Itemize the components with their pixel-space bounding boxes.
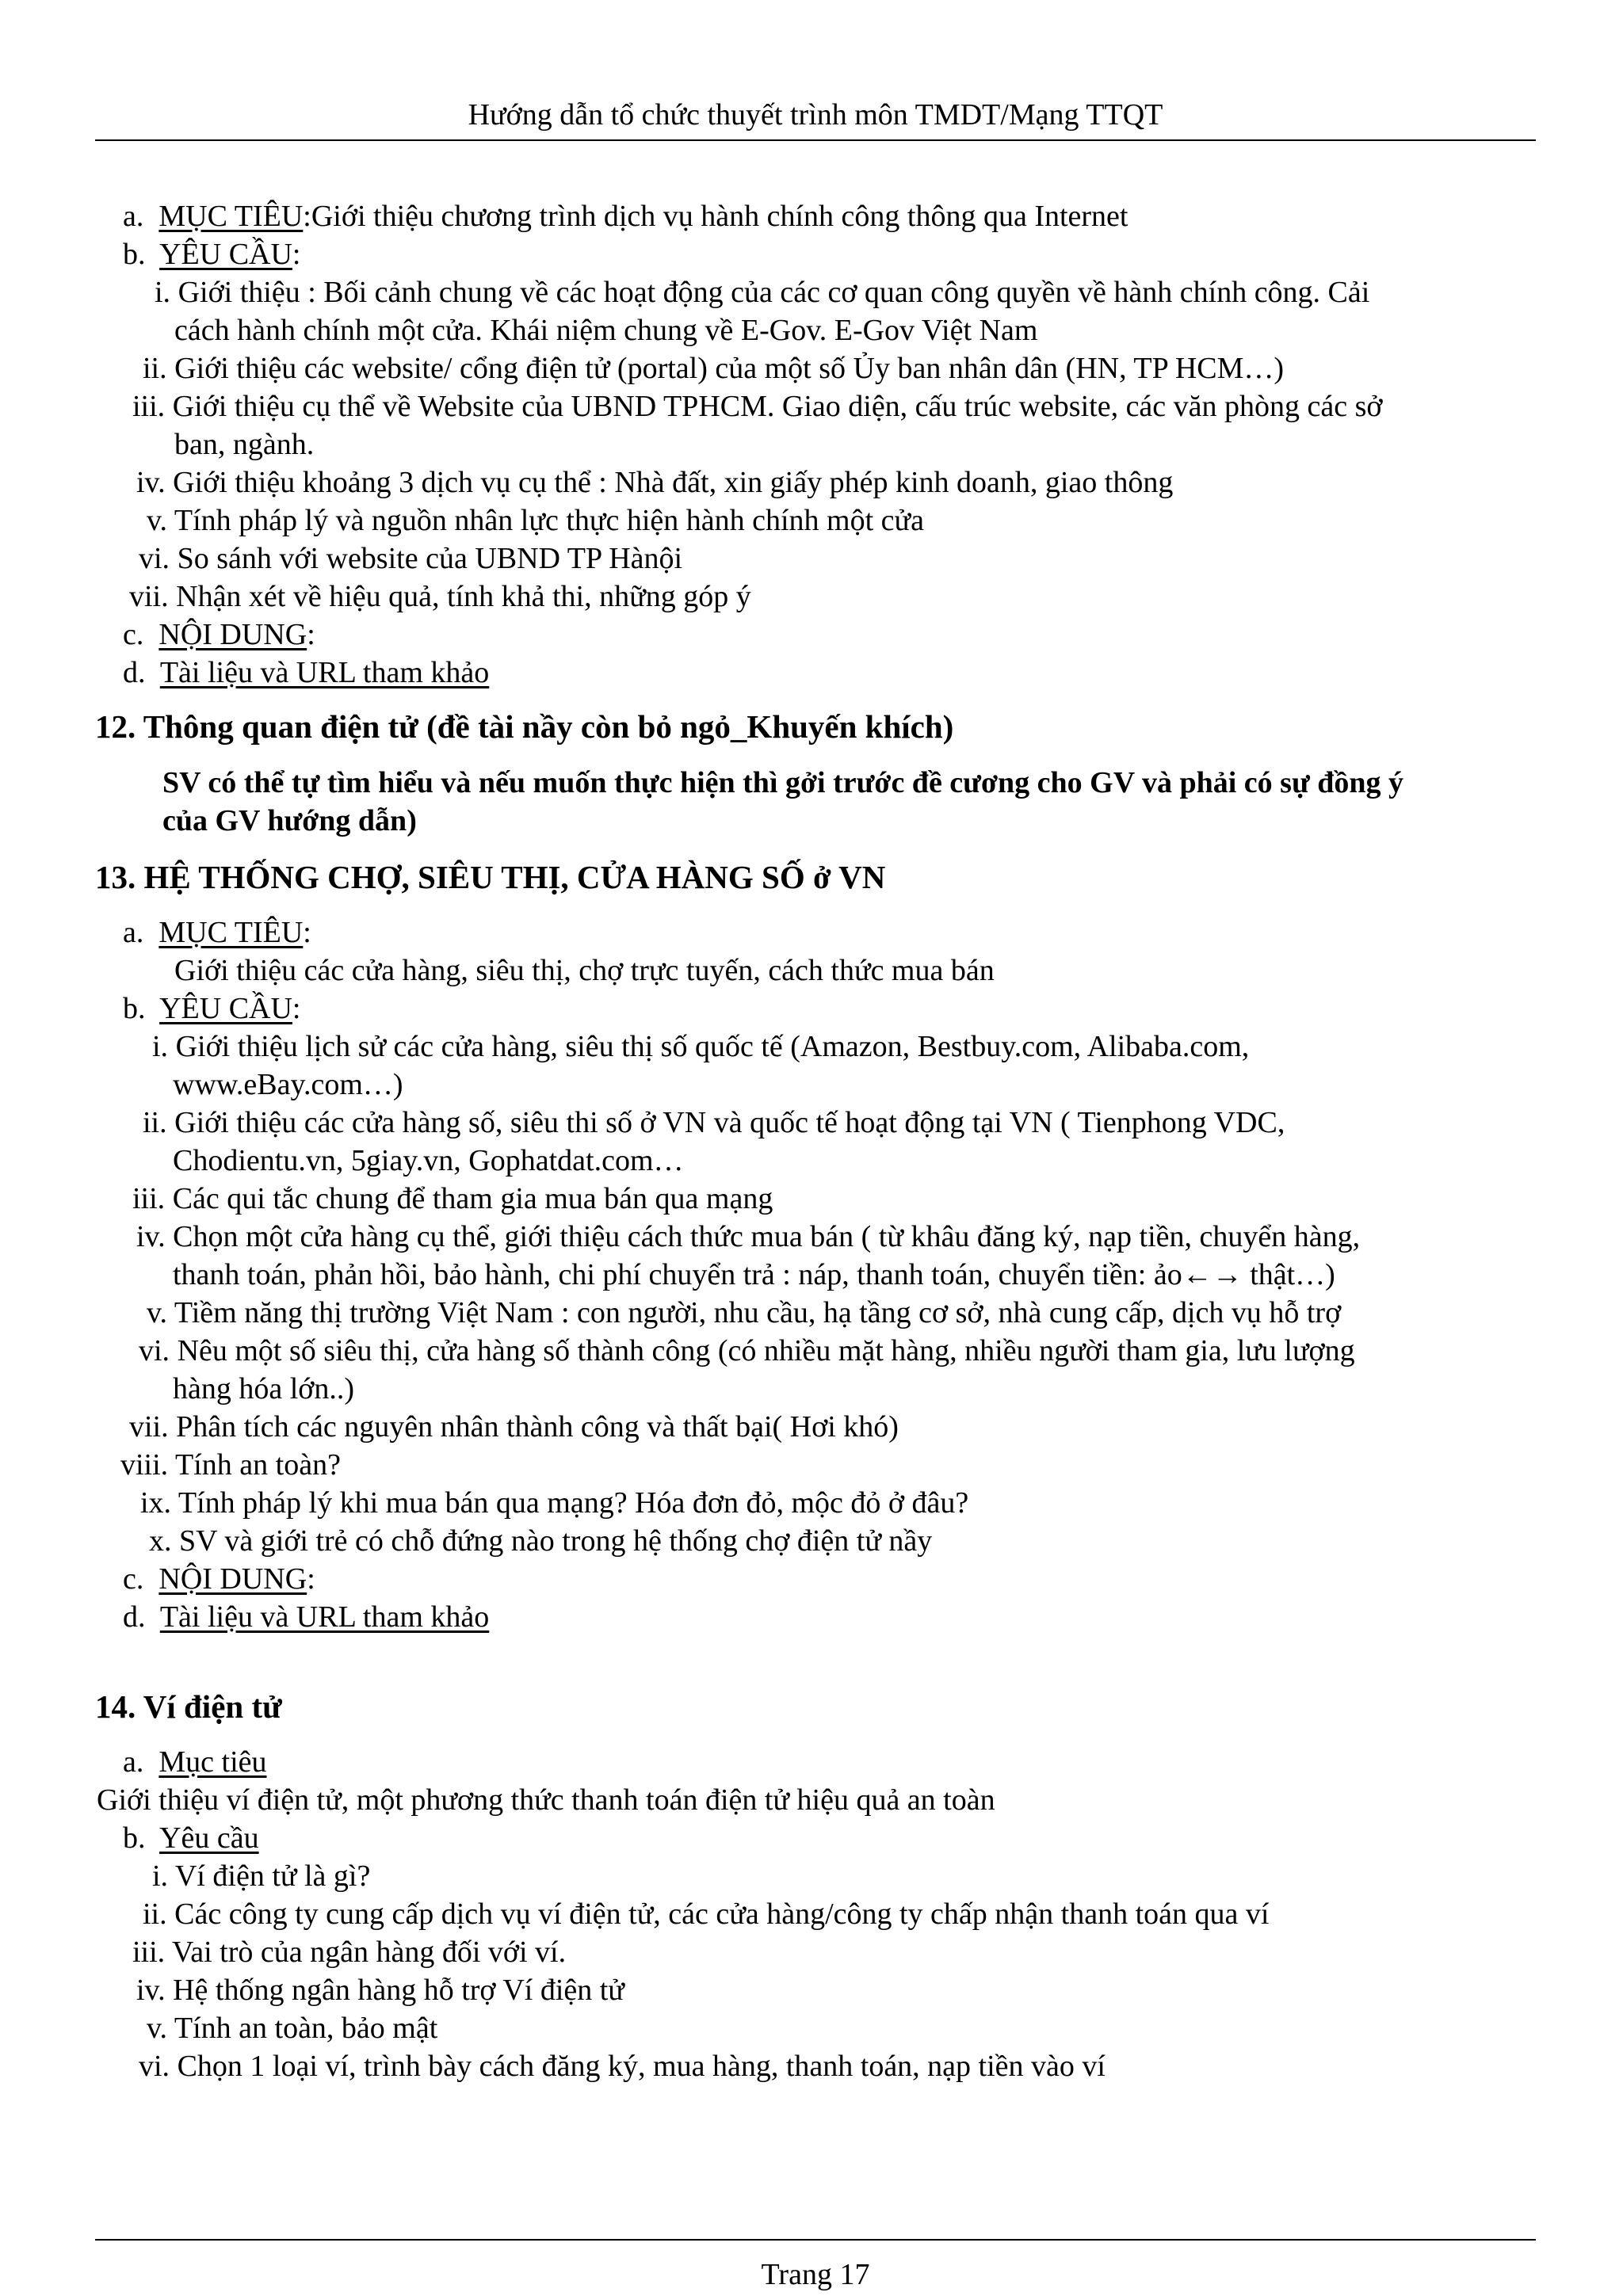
- page-number: Trang 17: [761, 2258, 870, 2291]
- sec14-req-2: ii. Các công ty cung cấp dịch vụ ví điện tử, các cửa hàng/công ty chấp nhận thanh toán qua ví: [143, 1897, 1270, 1931]
- sec13-req-4-cont: thanh toán, phản hồi, bảo hành, chi phí chuyển trả : náp, thanh toán, chuyển tiền: ảo←→ thật…): [173, 1258, 1335, 1291]
- sec13-req-2-cont: Chodientu.vn, 5giay.vn, Gophatdat.com…: [173, 1144, 684, 1177]
- sec13-b-label: YÊU CẦU: [159, 992, 292, 1025]
- sec13-d-label: Tài liệu và URL tham khảo: [159, 1600, 490, 1634]
- sec13-req-7: vii. Phân tích các nguyên nhân thành công và thất bại( Hơi khó): [129, 1410, 899, 1444]
- sec14-a-label: Mục tiêu: [158, 1745, 267, 1779]
- sec11-item-c: c. NỘI DUNG:: [123, 618, 315, 651]
- sec13-req-3: iii. Các qui tắc chung để tham gia mua bán qua mạng: [132, 1182, 773, 1215]
- sec13-req-10: x. SV và giới trẻ có chỗ đứng nào trong hệ thống chợ điện tử nầy: [149, 1524, 933, 1558]
- sec13-req-1: i. Giới thiệu lịch sử các cửa hàng, siêu thị số quốc tế (Amazon, Bestbuy.com, Alibaba.com,: [152, 1030, 1250, 1063]
- sec11-req-1: i. Giới thiệu : Bối cảnh chung về các hoạt động của các cơ quan công quyền về hành chính công. Cải: [155, 276, 1370, 309]
- sec11-a-label: MỤC TIÊU: [158, 200, 304, 233]
- sec11-req-2: ii. Giới thiệu các website/ cổng điện tử (portal) của một số Ủy ban nhân dân (HN, TP HCM…): [143, 352, 1285, 385]
- sec13-a-label: MỤC TIÊU: [158, 916, 304, 949]
- sec12-note-line-2: của GV hướng dẫn): [162, 804, 417, 837]
- sec11-item-d: d. Tài liệu và URL tham khảo: [123, 656, 490, 689]
- sec11-d-label: Tài liệu và URL tham khảo: [159, 656, 490, 689]
- sec13-heading: 13. HỆ THỐNG CHỢ, SIÊU THỊ, CỬA HÀNG SỐ ở VN: [95, 859, 886, 895]
- sec13-req-8: viii. Tính an toàn?: [120, 1448, 341, 1482]
- sec11-item-b: b. YÊU CẦU:: [123, 238, 301, 271]
- sec11-b-label: YÊU CẦU: [159, 238, 292, 271]
- sec13-req-9: ix. Tính pháp lý khi mua bán qua mạng? Hóa đơn đỏ, mộc đỏ ở đâu?: [140, 1486, 969, 1520]
- sec13-item-b: b. YÊU CẦU:: [123, 992, 301, 1025]
- sec14-b-label: Yêu cầu: [159, 1821, 259, 1855]
- header-rule: [95, 139, 1536, 141]
- sec14-req-5: v. Tính an toàn, bảo mật: [147, 2012, 438, 2045]
- sec14-a-text: Giới thiệu ví điện tử, một phương thức thanh toán điện tử hiệu quả an toàn: [97, 1783, 995, 1817]
- sec13-item-c: c. NỘI DUNG:: [123, 1562, 315, 1596]
- sec11-req-3: iii. Giới thiệu cụ thể về Website của UBND TPHCM. Giao diện, cấu trúc website, các văn phòng các sở: [132, 390, 1383, 423]
- sec14-req-3: iii. Vai trò của ngân hàng đối với ví.: [132, 1936, 567, 1969]
- sec14-item-a: a. Mục tiêu: [123, 1745, 267, 1779]
- sec14-req-1: i. Ví điện tử là gì?: [152, 1859, 371, 1893]
- sec13-req-5: v. Tiềm năng thị trường Việt Nam : con người, nhu cầu, hạ tầng cơ sở, nhà cung cấp, dịch vụ hỗ trợ: [147, 1296, 1342, 1329]
- sec11-req-5: v. Tính pháp lý và nguồn nhân lực thực hiện hành chính một cửa: [147, 504, 924, 537]
- sec14-req-4: iv. Hệ thống ngân hàng hỗ trợ Ví điện tử: [136, 1974, 624, 2007]
- sec12-heading: 12. Thông quan điện tử (đề tài nầy còn bỏ ngỏ_Khuyến khích): [95, 708, 954, 745]
- sec11-req-7: vii. Nhận xét về hiệu quả, tính khả thi, những góp ý: [129, 580, 751, 613]
- sec14-item-b: b. Yêu cầu: [123, 1821, 259, 1855]
- sec13-a-text: Giới thiệu các cửa hàng, siêu thị, chợ trực tuyến, cách thức mua bán: [174, 954, 995, 987]
- sec14-req-6: vi. Chọn 1 loại ví, trình bày cách đăng ký, mua hàng, thanh toán, nạp tiền vào ví: [139, 2050, 1106, 2083]
- sec11-c-label: NỘI DUNG: [158, 618, 307, 651]
- footer-rule: [95, 2239, 1536, 2241]
- sec13-req-2: ii. Giới thiệu các cửa hàng số, siêu thi số ở VN và quốc tế hoạt động tại VN ( Tienphong VDC,: [143, 1106, 1285, 1139]
- sec11-req-3-cont: ban, ngành.: [174, 428, 315, 461]
- sec13-item-d: d. Tài liệu và URL tham khảo: [123, 1600, 490, 1634]
- page-header: Hướng dẫn tổ chức thuyết trình môn TMDT/Mạng TTQT: [468, 98, 1163, 132]
- sec13-req-1-cont: www.eBay.com…): [173, 1068, 403, 1101]
- sec12-note-line-1: SV có thể tự tìm hiểu và nếu muốn thực hiện thì gởi trước đề cương cho GV và phải có sự đồng ý: [162, 766, 1404, 799]
- sec11-req-6: vi. So sánh với website của UBND TP Hànội: [139, 542, 683, 575]
- sec13-c-label: NỘI DUNG: [158, 1562, 307, 1596]
- sec14-heading: 14. Ví điện tử: [95, 1688, 282, 1725]
- sec13-req-4: iv. Chọn một cửa hàng cụ thể, giới thiệu cách thức mua bán ( từ khâu đăng ký, nạp tiền, chuyển hàng,: [136, 1220, 1361, 1253]
- sec11-req-4: iv. Giới thiệu khoảng 3 dịch vụ cụ thể : Nhà đất, xin giấy phép kinh doanh, giao thông: [136, 466, 1174, 499]
- sec11-item-a: a. MỤC TIÊU:Giới thiệu chương trình dịch vụ hành chính công thông qua Internet: [123, 200, 1128, 233]
- sec13-req-6: vi. Nêu một số siêu thị, cửa hàng số thành công (có nhiều mặt hàng, nhiều người tham gia, lưu lượng: [139, 1334, 1355, 1367]
- sec13-item-a: a. MỤC TIÊU:: [123, 916, 311, 949]
- sec11-req-1-cont: cách hành chính một cửa. Khái niệm chung về E-Gov. E-Gov Việt Nam: [174, 314, 1038, 347]
- sec13-req-6-cont: hàng hóa lớn..): [173, 1372, 355, 1405]
